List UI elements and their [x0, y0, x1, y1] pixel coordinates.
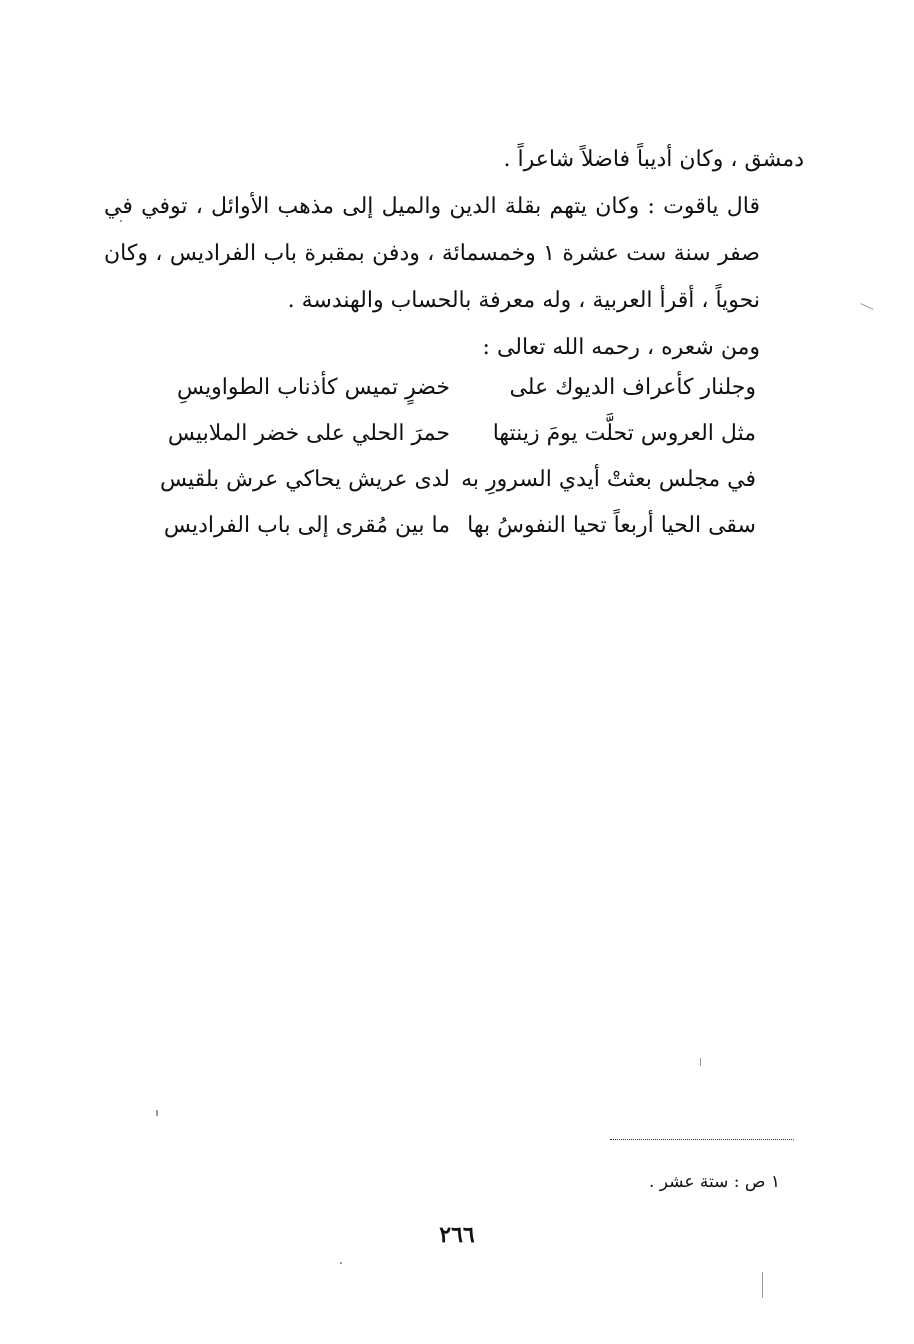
verse-first-hemistich: سقى الحيا أربعاً تحيا النفوسُ بها [467, 513, 756, 538]
scan-speck [700, 1058, 701, 1066]
scan-speck [120, 220, 122, 222]
verse-second-hemistich: حمرَ الحلي على خضر الملابيس [167, 421, 450, 446]
footnote-divider [610, 1139, 794, 1140]
verse-first-hemistich: وجلنار كأعراف الديوك على [509, 375, 756, 400]
scan-speck [156, 1110, 158, 1116]
poem-verse [150, 411, 756, 457]
page-number: ٢٦٦ [439, 1222, 475, 1248]
poem [150, 365, 756, 549]
scan-speck [340, 1262, 342, 1264]
prose-paragraph-yaqut: قال ياقوت : وكان يتهم بقلة الدين والميل إلى مذهب الأوائل ، توفي في صفر سنة ست عشرة ١ وخمسمائة ، ودفن بمقبرة باب الفراديس ، وكان نحوياً ، أقرأ العربية ، وله معرفة بالحساب والهندسة . [104, 194, 760, 313]
poem-verse [150, 503, 756, 549]
verse-first-hemistich: في مجلس بعثتْ أيدي السرورِ به [461, 467, 756, 492]
footnote: ١ ص : ستة عشر . [648, 1172, 780, 1192]
prose-line-continuation: دمشق ، وكان أديباً فاضلاً شاعراً . [503, 147, 804, 172]
verse-second-hemistich: لدى عريش يحاكي عرش بلقيس [159, 467, 450, 492]
poem-verse [150, 457, 756, 503]
verse-second-hemistich: خضرٍ تميس كأذناب الطواويسِ [177, 375, 450, 400]
prose-block [104, 136, 804, 371]
verse-first-hemistich: مثل العروس تحلَّت يومَ زينتها [492, 421, 756, 446]
scan-speck [860, 303, 873, 310]
scan-speck [762, 1272, 763, 1298]
verse-second-hemistich: ما بين مُقرى إلى باب الفراديس [163, 513, 450, 538]
poem-verse [150, 365, 756, 411]
poem-introduction: ومن شعره ، رحمه الله تعالى : [482, 335, 760, 360]
